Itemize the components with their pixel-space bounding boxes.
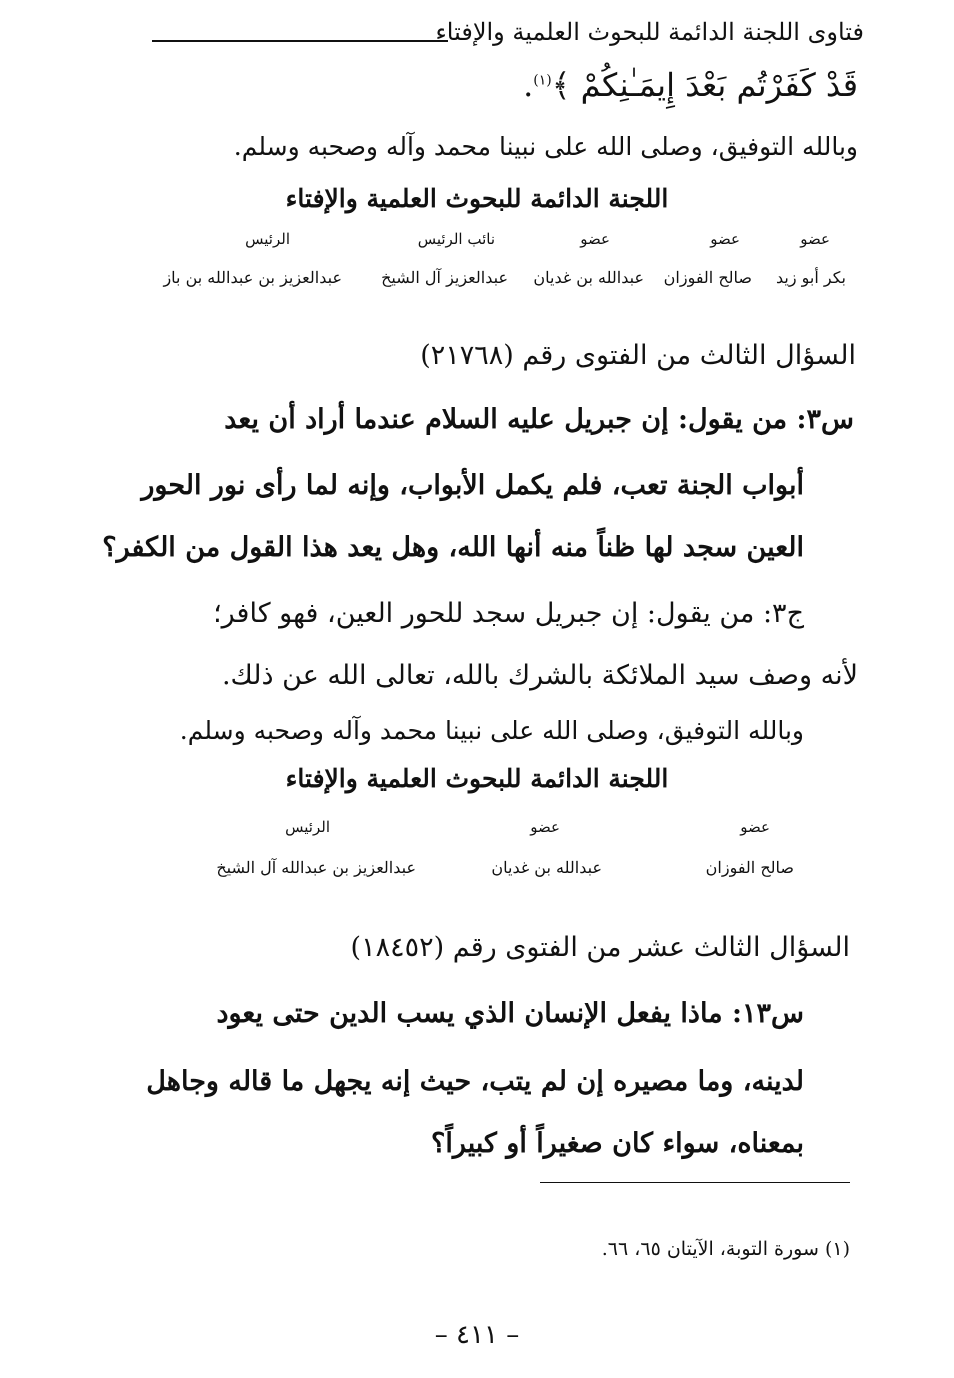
footnote-marker: (١) — [533, 72, 552, 89]
question-line: س١٣: ماذا يفعل الإنسان الذي يسب الدين حتى يعود — [216, 998, 804, 1029]
signatory-roles-1 — [150, 230, 860, 260]
signatory-role: عضو — [800, 230, 830, 248]
question-line: أبواب الجنة تعب، فلم يكمل الأبواب، وإنه لما رأى نور الحور — [141, 470, 804, 501]
closing-formula-1: وبالله التوفيق، وصلى الله على نبينا محمد وآله وصحبه وسلم. — [233, 132, 858, 161]
signatory-role: الرئيس — [285, 818, 330, 836]
answer-line: لأنه وصف سيد الملائكة بالشرك بالله، تعالى الله عن ذلك. — [221, 660, 858, 691]
signatory-role: عضو — [580, 230, 610, 248]
verse-period: . — [523, 66, 534, 104]
signatory-name: صالح الفوزان — [663, 268, 752, 287]
question-line: لدينه، وما مصيره إن لم يتب، حيث إنه يجهل ما قاله وجاهل — [146, 1066, 804, 1097]
signatory-name: عبدالعزيز آل الشيخ — [381, 268, 508, 287]
quran-text: قَدْ كَفَرْتُم بَعْدَ إِيمَـٰنِكُمْ ﴾ — [551, 66, 858, 104]
question-heading-2: السؤال الثالث من الفتوى رقم (٢١٧٦٨) — [420, 340, 856, 371]
closing-formula-2: وبالله التوفيق، وصلى الله على نبينا محمد وآله وصحبه وسلم. — [179, 716, 804, 745]
signatory-role: عضو — [530, 818, 560, 836]
footnote-rule — [540, 1182, 850, 1183]
question-line: س٣: من يقول: إن جبريل عليه السلام عندما أراد أن يعد — [224, 404, 854, 435]
signatory-name: بكر أبو زيد — [775, 268, 846, 287]
page-number: – ٤١١ – — [434, 1320, 520, 1350]
signatory-name: عبدالله بن غديان — [491, 858, 602, 877]
signatory-roles-2 — [150, 818, 860, 848]
signatory-name: عبدالعزيز بن عبدالله آل الشيخ — [216, 858, 416, 877]
answer-line: ج٣: من يقول: إن جبريل سجد للحور العين، فهو كافر؛ — [213, 598, 804, 629]
signatory-names-1 — [150, 268, 860, 298]
question-line: بمعناه، سواء كان صغيراً أو كبيراً؟ — [431, 1128, 804, 1159]
question-heading-3: السؤال الثالث عشر من الفتوى رقم (١٨٤٥٢) — [350, 932, 850, 963]
signatory-name: عبدالله بن غديان — [533, 268, 644, 287]
committee-title-1: اللجنة الدائمة للبحوث العلمية والإفتاء — [285, 184, 669, 213]
signatory-name: عبدالعزيز بن عبدالله بن باز — [163, 268, 342, 287]
quran-verse — [140, 66, 858, 104]
header-rule — [152, 40, 448, 42]
footnote: (١) سورة التوبة، الآيتان ٦٥، ٦٦. — [601, 1238, 850, 1260]
running-header: فتاوى اللجنة الدائمة للبحوث العلمية والإفتاء — [435, 18, 864, 46]
signatory-names-2 — [150, 858, 860, 888]
signatory-role: نائب الرئيس — [417, 230, 495, 248]
signatory-role: الرئيس — [245, 230, 290, 248]
signatory-name: صالح الفوزان — [705, 858, 794, 877]
signatory-role: عضو — [740, 818, 770, 836]
signatory-role: عضو — [710, 230, 740, 248]
question-line: العين سجد لها ظناً منه أنها الله، وهل يعد هذا القول من الكفر؟ — [102, 532, 804, 563]
committee-title-2: اللجنة الدائمة للبحوث العلمية والإفتاء — [285, 764, 669, 793]
